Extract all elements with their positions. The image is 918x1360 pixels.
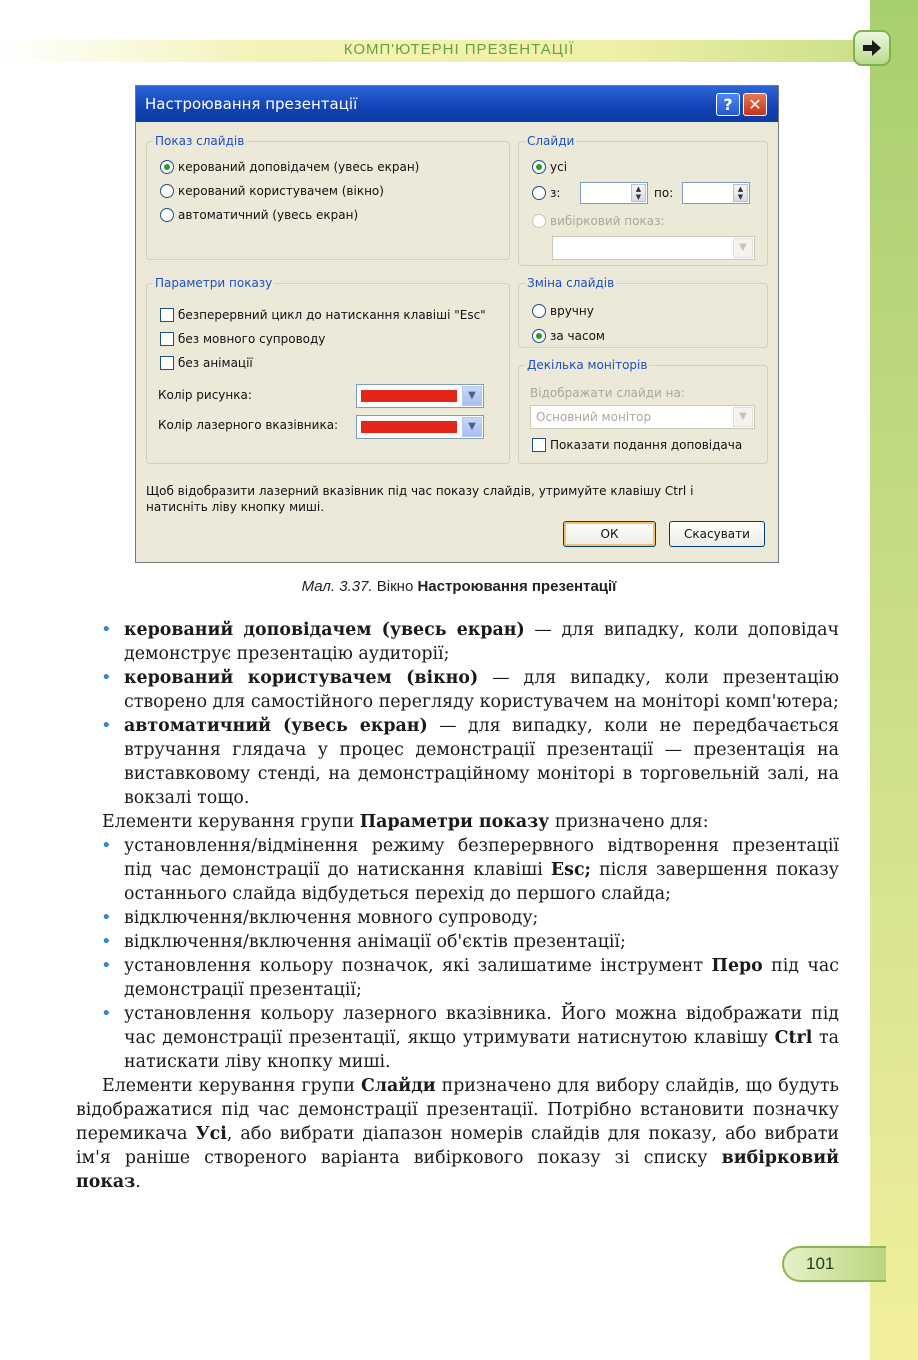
laser-color-select[interactable] bbox=[356, 415, 484, 439]
custom-show-chevron-down-icon: ▼ bbox=[733, 238, 753, 258]
list-item bbox=[76, 714, 839, 810]
list-item: • відключення/включення анімації об'єктів презентації; bbox=[76, 930, 839, 954]
text: Елементи керування групи bbox=[102, 812, 360, 832]
advance-legend: Зміна слайдів bbox=[527, 276, 615, 290]
text: призначено для: bbox=[549, 812, 709, 832]
radio-all-control[interactable] bbox=[532, 160, 546, 174]
text: призначено для вибору слайдів, що будуть відображатися під час демонстрації презентації. Потрібно встановити позначку перемикача bbox=[76, 1076, 839, 1144]
show-type-legend: Показ слайдів bbox=[155, 134, 245, 148]
loop-checkbox-label: безперервний цикл до натискання клавіші "Esc" bbox=[178, 308, 486, 322]
list-item bbox=[76, 834, 839, 906]
slides-legend: Слайди bbox=[527, 134, 575, 148]
text: та натискати ліву кнопку миші. bbox=[124, 1028, 839, 1072]
caption-middle: Вікно bbox=[372, 578, 418, 595]
text: установлення кольору позначок, які залишатиме інструмент bbox=[124, 956, 712, 976]
term: керований користувачем (вікно) bbox=[124, 668, 479, 688]
list-item: • відключення/включення мовного супроводу; bbox=[76, 906, 839, 930]
presenter-view-control[interactable] bbox=[532, 438, 546, 452]
text: під час демонстрації презентації; bbox=[124, 956, 839, 1000]
list-item bbox=[76, 954, 839, 1002]
figure-caption bbox=[0, 578, 918, 595]
radio-custom-show[interactable] bbox=[532, 214, 665, 228]
pen-color-label: Колір рисунка: bbox=[158, 388, 252, 402]
radio-manual-label: вручну bbox=[550, 304, 594, 318]
definition: — для випадку, коли доповідач демонструє презентацію аудиторії; bbox=[124, 620, 839, 664]
text: установлення кольору лазерного вказівника. Його можна відображати під час демонстрації презентації, якщо утримувати натиснутою клавішу bbox=[124, 1004, 839, 1048]
show-options-legend: Параметри показу bbox=[155, 276, 273, 290]
radio-kiosk[interactable] bbox=[160, 208, 358, 222]
bold-text: Esc; bbox=[550, 860, 591, 880]
custom-show-select[interactable] bbox=[552, 236, 755, 260]
radio-kiosk-control[interactable] bbox=[160, 208, 174, 222]
radio-range-control[interactable] bbox=[532, 186, 546, 200]
monitor-chevron-down-icon: ▼ bbox=[733, 407, 753, 427]
bold-text: вибірковий показ bbox=[76, 1148, 839, 1192]
bold-text: Ctrl bbox=[774, 1028, 813, 1048]
presenter-view-checkbox[interactable] bbox=[532, 438, 742, 452]
bold-text: Слайди bbox=[360, 1076, 436, 1096]
monitor-select-value: Основний монітор bbox=[536, 410, 652, 424]
no-animation-checkbox[interactable] bbox=[160, 356, 253, 370]
no-narration-label: без мовного супроводу bbox=[178, 332, 326, 346]
term: автоматичний (увесь екран) bbox=[124, 716, 428, 736]
setup-show-dialog bbox=[136, 86, 778, 562]
radio-presenter-label: керований доповідачем (увесь екран) bbox=[178, 160, 420, 174]
bold-text: Усі bbox=[195, 1124, 227, 1144]
slide-to-spinner[interactable]: ▲ ▼ bbox=[733, 184, 748, 202]
radio-timings-label: за часом bbox=[550, 329, 605, 343]
paragraph bbox=[76, 1074, 839, 1194]
definition: — для випадку, коли не передбачається втручання глядача у процес демонстрації презентації — презентація на виставковому стенді, на демонстраційному моніторі в торговельній залі, на вокзалі тощо. bbox=[124, 716, 839, 808]
show-on-label: Відображати слайди на: bbox=[530, 386, 685, 400]
next-page-arrow-icon[interactable] bbox=[853, 30, 891, 66]
loop-checkbox-control[interactable] bbox=[160, 308, 174, 322]
radio-individual-label: керований користувачем (вікно) bbox=[178, 184, 384, 198]
pen-color-chevron-down-icon: ▼ bbox=[462, 386, 482, 406]
list-item bbox=[76, 1002, 839, 1074]
ok-button[interactable]: ОК bbox=[563, 521, 656, 547]
radio-custom-label: вибірковий показ: bbox=[550, 214, 665, 228]
radio-custom-control[interactable] bbox=[532, 214, 546, 228]
term: керований доповідачем (увесь екран) bbox=[124, 620, 525, 640]
radio-range[interactable] bbox=[532, 186, 560, 200]
monitors-legend: Декілька моніторів bbox=[527, 358, 648, 372]
close-button[interactable]: ✕ bbox=[743, 93, 767, 116]
laser-color-chevron-down-icon: ▼ bbox=[462, 417, 482, 437]
dialog-title-bar[interactable] bbox=[136, 86, 778, 122]
text: установлення/відмінення режиму безперервного відтворення презентації під час демонстрації до натискання клавіші bbox=[124, 836, 839, 880]
monitor-select[interactable] bbox=[530, 405, 755, 429]
running-header: КОМП'ЮТЕРНІ ПРЕЗЕНТАЦІЇ bbox=[343, 41, 575, 58]
pen-color-select[interactable] bbox=[356, 384, 484, 408]
no-animation-control[interactable] bbox=[160, 356, 174, 370]
slide-to-input[interactable] bbox=[682, 182, 750, 204]
caption-bold: Настроювання презентації bbox=[417, 578, 617, 595]
presenter-view-label: Показати подання доповідача bbox=[550, 438, 743, 452]
laser-hint-line2: натисніть ліву кнопку миші. bbox=[146, 500, 325, 514]
radio-individual[interactable] bbox=[160, 184, 384, 198]
no-animation-label: без анімації bbox=[178, 356, 253, 370]
laser-color-swatch bbox=[361, 421, 457, 433]
no-narration-control[interactable] bbox=[160, 332, 174, 346]
caption-prefix: Мал. 3.37. bbox=[301, 578, 373, 595]
radio-manual[interactable] bbox=[532, 304, 594, 318]
radio-individual-control[interactable] bbox=[160, 184, 174, 198]
help-button[interactable]: ? bbox=[716, 93, 740, 116]
page-side-bar bbox=[870, 0, 918, 1360]
radio-kiosk-label: автоматичний (увесь екран) bbox=[178, 208, 359, 222]
slide-from-spinner[interactable]: ▲ ▼ bbox=[631, 184, 646, 202]
definition: — для випадку, коли презентацію створено для самостійного перегляду користувачем на моніторі комп'ютера; bbox=[124, 668, 839, 712]
text: . bbox=[135, 1172, 141, 1192]
laser-color-label: Колір лазерного вказівника: bbox=[158, 418, 339, 432]
text: після завершення показу останнього слайда відбудеться перехід до першого слайда; bbox=[124, 860, 839, 904]
radio-manual-control[interactable] bbox=[532, 304, 546, 318]
list-item bbox=[76, 666, 839, 714]
slide-to-label: по: bbox=[654, 186, 674, 200]
radio-timings-control[interactable] bbox=[532, 329, 546, 343]
cancel-button[interactable]: Скасувати bbox=[669, 521, 765, 547]
radio-all-slides[interactable] bbox=[532, 160, 567, 174]
dialog-title: Настроювання презентації bbox=[145, 95, 358, 113]
page-number: 101 bbox=[782, 1246, 886, 1282]
radio-presenter-control[interactable] bbox=[160, 160, 174, 174]
list-item bbox=[76, 618, 839, 666]
paragraph bbox=[76, 810, 839, 834]
radio-range-label: з: bbox=[550, 186, 561, 200]
bold-text: Перо bbox=[711, 956, 763, 976]
laser-hint-line1: Щоб відобразити лазерний вказівник під час показу слайдів, утримуйте клавішу Ctrl і bbox=[146, 484, 694, 498]
radio-all-label: усі bbox=[550, 160, 568, 174]
pen-color-swatch bbox=[361, 390, 457, 402]
slide-from-input[interactable] bbox=[580, 182, 648, 204]
text: , або вибрати діапазон номерів слайдів для показу, або вибрати ім'я раніше створеного варіанта вибіркового показу зі списку bbox=[76, 1124, 839, 1168]
body-text bbox=[76, 618, 839, 1194]
no-narration-checkbox[interactable] bbox=[160, 332, 325, 346]
loop-checkbox[interactable] bbox=[160, 308, 486, 322]
bold-text: Параметри показу bbox=[359, 812, 550, 832]
radio-timings[interactable] bbox=[532, 329, 605, 343]
radio-presenter[interactable] bbox=[160, 160, 419, 174]
text: Елементи керування групи bbox=[102, 1076, 361, 1096]
